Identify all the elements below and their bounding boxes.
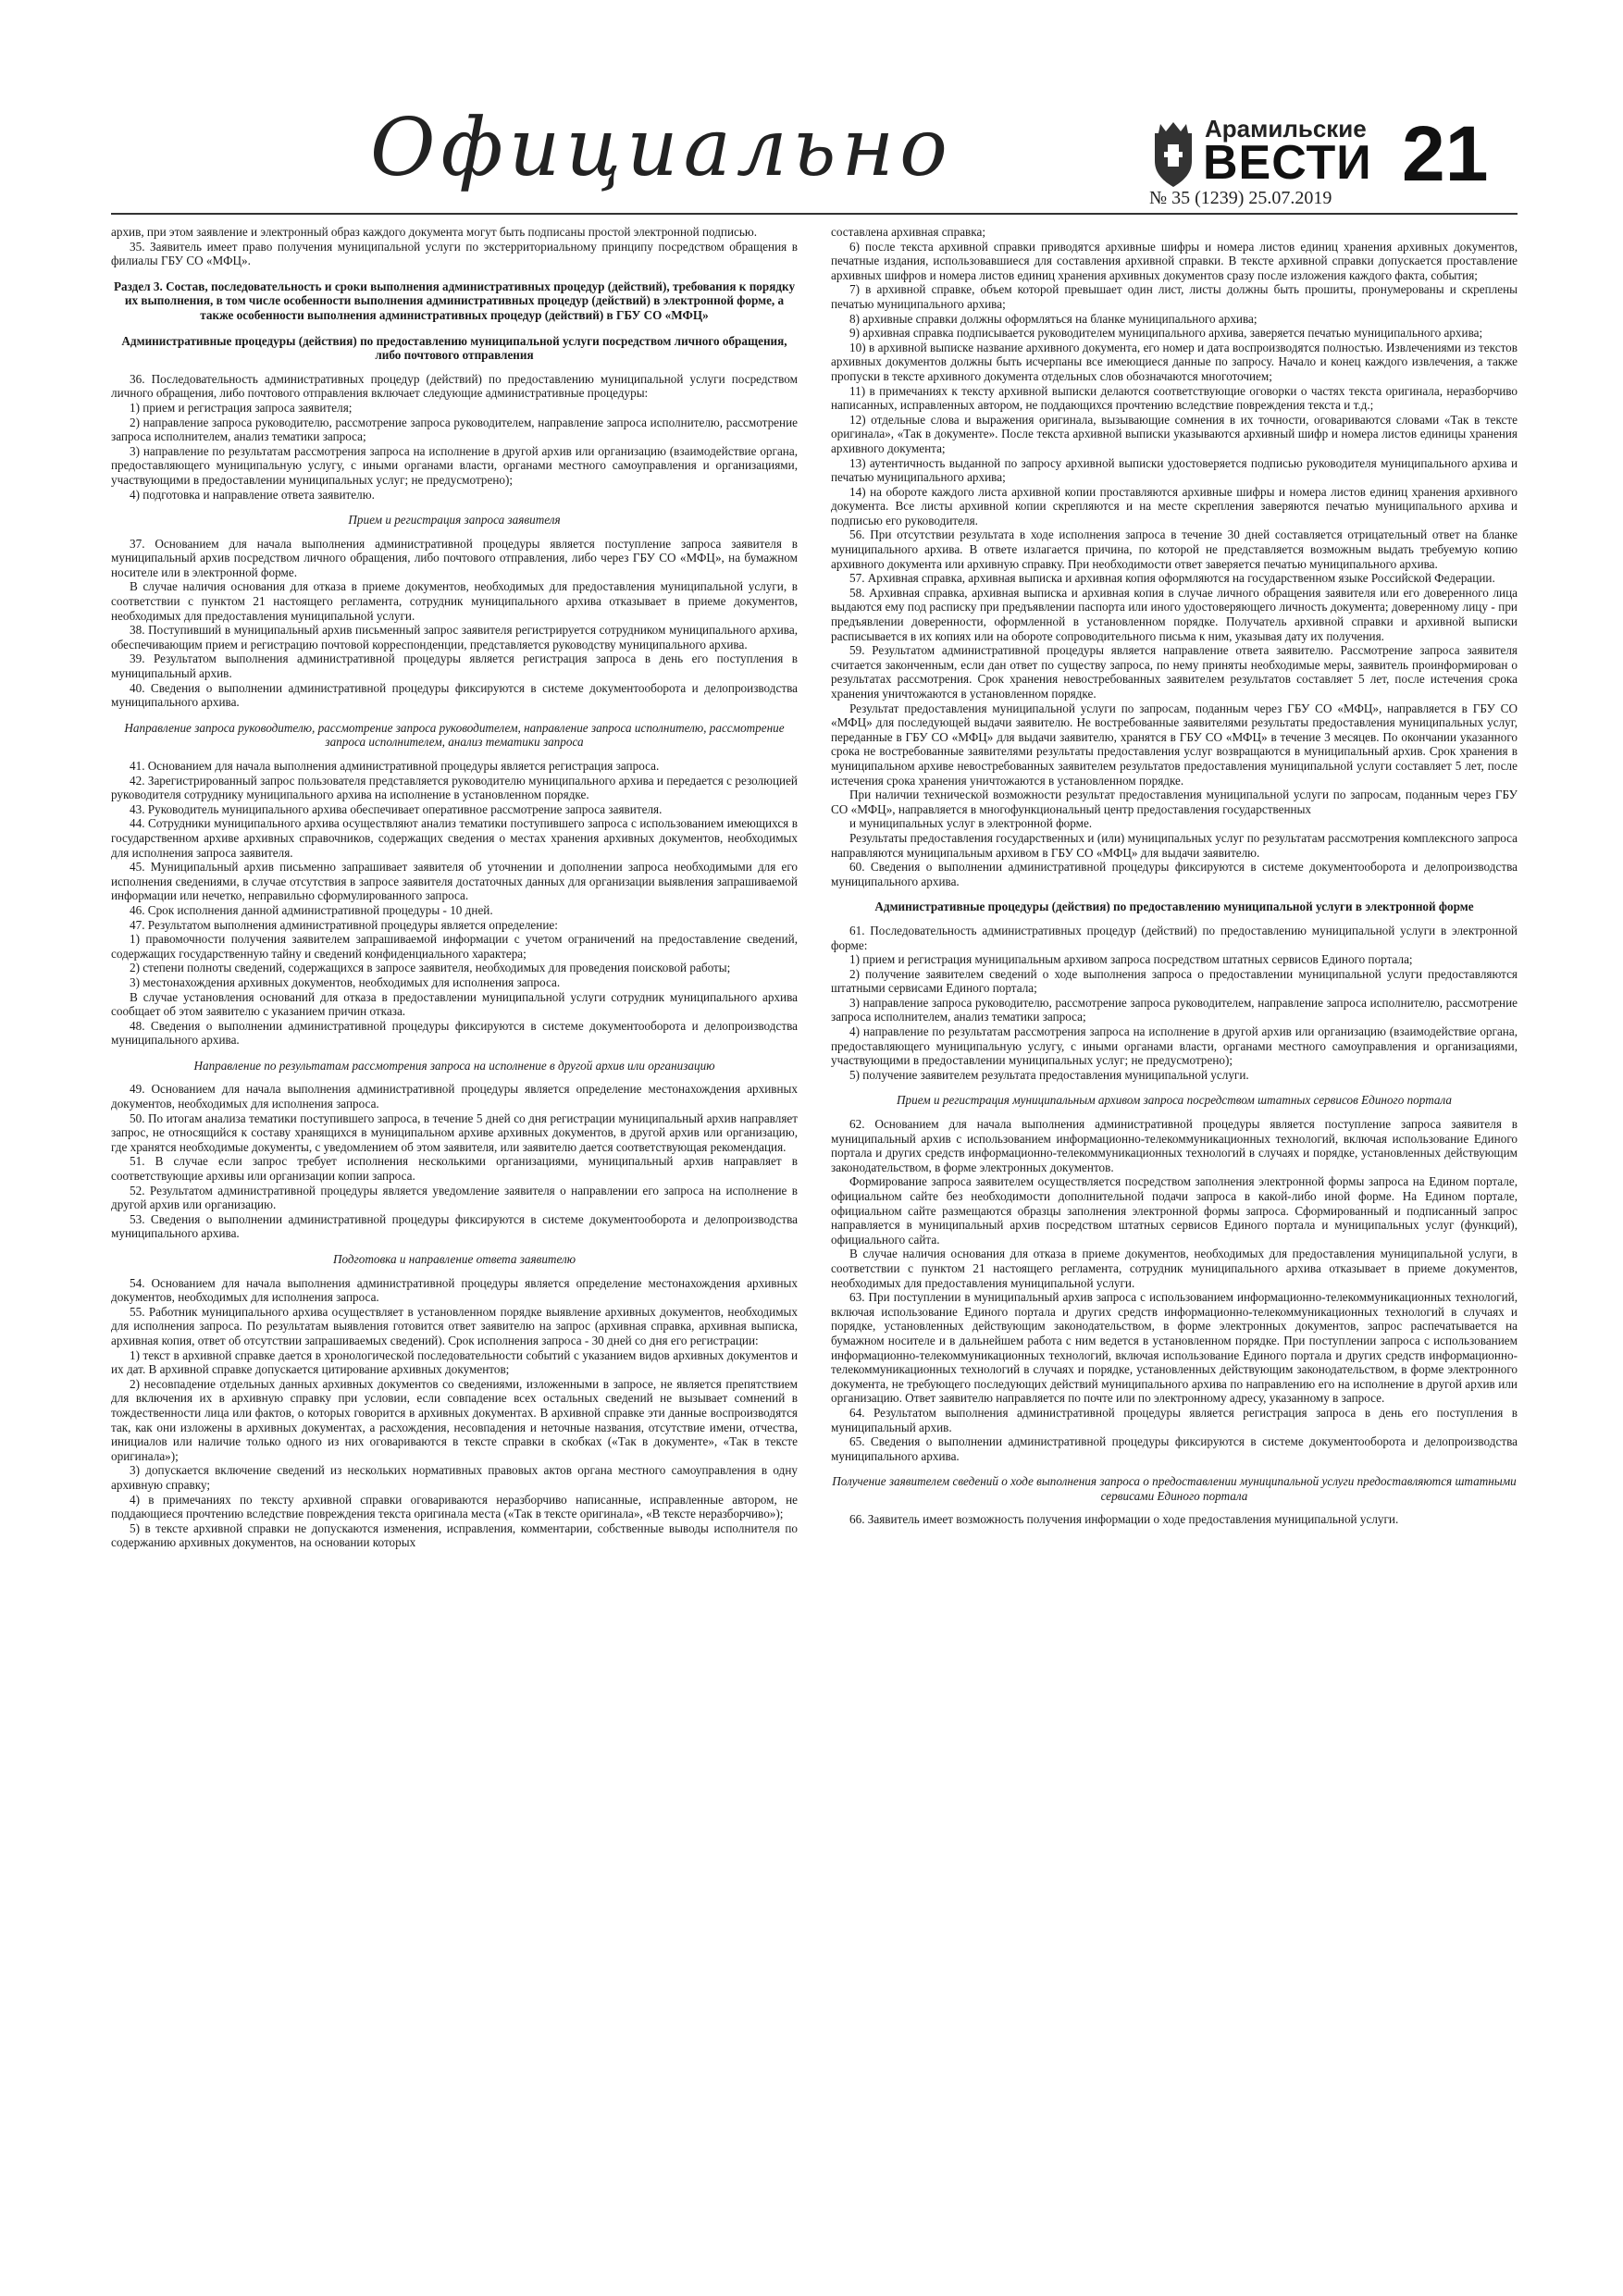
paragraph: 50. По итогам анализа тематики поступившего запроса, в течение 5 дней со дня регистрации муниципальный архив направляет запрос, не относящийся к составу хранящихся в муниципальном архиве архивных документов, в другой архив или организацию, где хранятся необходимые документы, с уведомлением об этом заявителя, или заявителю дается соответствующая рекомендация.	[111, 1111, 798, 1154]
paragraph: В случае установления оснований для отказа в предоставлении муниципальной услуги сотрудник муниципального архива сообщает об этом заявителю с указанием причин отказа.	[111, 989, 798, 1019]
paragraph: составлена архивная справка;	[831, 225, 986, 239]
paragraph: 6) после текста архивной справки приводятся архивные шифры и номера листов единиц хранения архивных документов, печатные издания, использовавшиеся для составления архивной справки. В тексте архивной справки допускается проставление архивных шифров и номера листов единиц хранения архивных документов сразу после изложения каждого факта, события;	[831, 239, 1518, 282]
paragraph: 9) архивная справка подписывается руководителем муниципального архива, заверяется печатью муниципального архива;	[849, 326, 1483, 341]
paragraph: 4) подготовка и направление ответа заявителю.	[130, 487, 375, 502]
paragraph: 57. Архивная справка, архивная выписка и архивная копия оформляются на государственном языке Российской Федерации.	[849, 571, 1495, 586]
paragraph: 39. Результатом выполнения административной процедуры является регистрация запроса в день его поступления в муниципальный архив.	[111, 652, 798, 681]
paragraph: 65. Сведения о выполнении административной процедуры фиксируются в системе документооборота и делопроизводства муниципального архива.	[831, 1434, 1518, 1463]
left-column	[111, 225, 798, 2215]
paragraph: Результаты предоставления государственных и (или) муниципальных услуг по результатам рассмотрения комплексного запроса направляются муниципальным архивом в ГБУ СО «МФЦ» для выдачи заявителю.	[831, 830, 1518, 860]
paragraph: 35. Заявитель имеет право получения муниципальной услуги по экстерриториальному принципу посредством обращения в филиалы ГБУ СО «МФЦ».	[111, 239, 798, 268]
subsection-heading: Получение заявителем сведений о ходе выполнения запроса о предоставлении муниципальной услуги предоставляются штатными сервисами Единого портала	[832, 1474, 1517, 1503]
subsection-heading: Прием и регистрация запроса заявителя	[348, 513, 561, 527]
paragraph: 52. Результатом административной процедуры является уведомление заявителя о направлении его запроса на исполнение в другой архив или организацию.	[111, 1183, 798, 1212]
paragraph: 40. Сведения о выполнении административной процедуры фиксируются в системе документооборота и делопроизводства муниципального архива.	[111, 680, 798, 710]
paragraph: 43. Руководитель муниципального архива обеспечивает оперативное рассмотрение запроса заявителя.	[130, 801, 663, 816]
coat-of-arms-icon	[1147, 120, 1199, 189]
section-title: Официально	[370, 102, 953, 194]
section-heading: Раздел 3. Состав, последовательность и сроки выполнения административных процедур (действий), требования к порядку их выполнения, в том числе особенности выполнения административных процедур (действий) в электронной форме, а также особенности выполнения административных процедур (действий) в ГБУ СО «МФЦ»	[113, 279, 796, 322]
paragraph: Результат предоставления муниципальной услуги по запросам, поданным через ГБУ СО «МФЦ», направляется в ГБУ СО «МФЦ» для последующей выдачи заявителю. Не востребованные заявителями результаты предоставления муниципальных услуг, переданные в ГБУ СО «МФЦ» для выдачи заявителю, хранятся в ГБУ СО «МФЦ» в течение 3 месяцев. По окончании указанного срока не востребованные заявителями результаты предоставления услуг возвращаются в муниципальный архив. Срок хранения в муниципальном архиве невостребованных заявителем результатов предоставления муниципальной услуги составляет 5 лет, после истечения срока хранения уничтожаются в установленном порядке.	[831, 701, 1518, 788]
paragraph: 51. В случае если запрос требует исполнения несколькими организациями, муниципальный архив направляет в соответствующие архивы или организации копии запроса.	[111, 1154, 798, 1184]
paragraph: 49. Основанием для начала выполнения административной процедуры является определение местонахождения архивных документов, необходимых для исполнения запроса.	[111, 1082, 798, 1111]
paragraph: 59. Результатом административной процедуры является направление ответа заявителю. Рассмотрение запроса заявителя считается законченным, если дан ответ по существу запроса, по нему приняты необходимые меры, заявитель проинформирован о результатах рассмотрения. Срок хранения невостребованных заявителем результатов составляет 5 лет, после истечения срока хранения уничтожаются в установленном порядке.	[831, 643, 1518, 701]
paragraph: и муниципальных услуг в электронной форме.	[849, 816, 1093, 831]
subsection-heading: Подготовка и направление ответа заявителю	[332, 1252, 576, 1266]
paragraph: 46. Срок исполнения данной административной процедуры - 10 дней.	[130, 902, 493, 917]
paragraph: 11) в примечаниях к тексту архивной выписки делаются соответствующие оговорки о частях текста оригинала, неразборчиво написанных, исправленных автором, не поддающихся прочтению вследствие повреждения текста и т.д.;	[831, 383, 1518, 413]
paragraph: 44. Сотрудники муниципального архива осуществляют анализ тематики поступившего запроса с использованием имеющихся в государственном архиве архивных справочников, содержащих сведения о местах хранения архивных документов, необходимых для исполнения запроса заявителя.	[111, 816, 798, 860]
paragraph: 5) в тексте архивной справки не допускаются изменения, исправления, комментарии, собственные выводы исполнителя по содержанию архивных документов, на основании которых	[111, 1520, 798, 1550]
paragraph: 64. Результатом выполнения административной процедуры является регистрация запроса в день его поступления в муниципальный архив.	[831, 1405, 1518, 1434]
newspaper-logo	[1147, 115, 1388, 189]
paragraph: 66. Заявитель имеет возможность получения информации о ходе предоставления муниципальной услуги.	[849, 1512, 1399, 1527]
paragraph: 61. Последовательность административных процедур (действий) по предоставлению муниципальной услуги в электронной форме:	[831, 923, 1518, 952]
paragraph: 1) прием и регистрация запроса заявителя;	[130, 400, 353, 415]
paragraph: 2) получение заявителем сведений о ходе выполнения запроса о предоставлении муниципальной услуги предоставляются штатными сервисами Единого портала;	[831, 966, 1518, 996]
paragraph: 1) текст в архивной справке дается в хронологической последовательности событий с указанием видов архивных документов и их дат. В архивной справке допускается цитирование архивных документов;	[111, 1347, 798, 1377]
paragraph: 2) несовпадение отдельных данных архивных документов со сведениями, изложенными в запросе, не является препятствием для включения их в архивную справку при условии, если совпадение всех остальных сведений не вызывает сомнений в тождественности лица или фактов, о которых говорится в архивных документах. В архивной справке эти данные воспроизводятся так, как они изложены в архивных документах, а расхождения, несовпадения и неточные названия, отсутствие имени, отчества, инициалов или наличие только одного из них оговариваются в тексте справки в скобках («Так в документе», «Так в тексте оригинала»);	[111, 1376, 798, 1463]
article-body	[111, 225, 1518, 2215]
paragraph: 62. Основанием для начала выполнения административной процедуры является поступление запроса заявителя в муниципальный архив с использованием информационно-телекоммуникационных технологий, включая использование Единого портала и других средств информационно-телекоммуникационных технологий в случаях и порядке, установленных действующим законодательством, в форме электронных документов.	[831, 1117, 1518, 1174]
paragraph: 1) прием и регистрация муниципальным архивом запроса посредством штатных сервисов Единого портала;	[849, 952, 1413, 967]
paragraph: 4) направление по результатам рассмотрения запроса на исполнение в другой архив или организацию (взаимодействие органа, предоставляющего муниципальную услугу, с иными органами власти, органами местного самоуправления и организациями, участвующими в предоставлении муниципальных услуг; не предусмотрено);	[831, 1024, 1518, 1068]
paragraph: архив, при этом заявление и электронный образ каждого документа могут быть подписаны простой электронной подписью.	[111, 225, 758, 239]
paragraph: 58. Архивная справка, архивная выписка и архивная копия в случае личного обращения заявителя или его доверенного лица выдаются ему под расписку при предъявлении паспорта или иного удостоверяющего личность документа; доверенному лицу - при предъявлении доверенности, оформленной в установленном порядке. Получатель архивной справки и архивной выписки расписывается в их копиях или на обороте сопроводительного письма к ним, указывая дату их получения.	[831, 585, 1518, 643]
paragraph: 14) на обороте каждого листа архивной копии проставляются архивные шифры и номера листов единиц хранения архивного документа. Все листы архивной копии скрепляются и на месте скрепления заверяются печатью муниципального архива и подписью его руководителя.	[831, 484, 1518, 527]
masthead	[111, 102, 1518, 222]
paragraph: 5) получение заявителем результата предоставления муниципальной услуги.	[849, 1067, 1249, 1082]
paragraph: 1) правомочности получения заявителем запрашиваемой информации с учетом ограничений на предоставление сведений, содержащих государственную тайну и сведений конфиденциального характера;	[111, 932, 798, 961]
paragraph: 41. Основанием для начала выполнения административной процедуры является регистрация запроса.	[130, 759, 660, 773]
section-heading: Административные процедуры (действия) по предоставлению муниципальной услуги посредством личного обращения, либо почтового отправления	[121, 333, 787, 363]
paragraph: 48. Сведения о выполнении административной процедуры фиксируются в системе документооборота и делопроизводства муниципального архива.	[111, 1018, 798, 1048]
page-number: 21	[1402, 110, 1489, 197]
brand-name-main: ВЕСТИ	[1203, 136, 1372, 190]
paragraph: 4) в примечаниях по тексту архивной справки оговариваются неразборчиво написанные, исправленные автором, не поддающиеся прочтению вследствие повреждения текста оригинала места («Так в тексте оригинала», «В тексте неразборчиво»);	[111, 1492, 798, 1521]
paragraph: 13) аутентичность выданной по запросу архивной выписки удостоверяется подписью руководителя муниципального архива и печатью муниципального архива;	[831, 455, 1518, 485]
paragraph: 8) архивные справки должны оформляться на бланке муниципального архива;	[849, 311, 1258, 326]
paragraph: 12) отдельные слова и выражения оригинала, вызывающие сомнения в их точности, оговариваются словами «Так в тексте оригинала», «Так в документе». После текста архивной выписки указываются архивный шифр и номера листов единицы хранения архивного документа;	[831, 412, 1518, 455]
brand-name-top: Арамильские	[1205, 115, 1367, 143]
header-divider	[111, 213, 1518, 215]
right-column	[831, 225, 1518, 2215]
issue-info: № 35 (1239) 25.07.2019	[1149, 188, 1332, 208]
paragraph: 60. Сведения о выполнении административной процедуры фиксируются в системе документооборота и делопроизводства муниципального архива.	[831, 860, 1518, 888]
paragraph: 63. При поступлении в муниципальный архив запроса с использованием информационно-телекоммуникационных технологий, включая использование Единого портала и других средств информационно-телекоммуникационных технологий в случаях и порядке, установленных действующим законодательством, в форме электронных документов, запрос распечатывается на бумажном носителе и в дальнейшем работа с ним ведется в установленном порядке. При поступлении запроса с использованием информационно-телекоммуникационных технологий, включая использование Единого портала и других средств информационно-телекоммуникационных технологий в случаях и порядке, установленных действующим законодательством, в форме электронного документа, не требующего последующих действий муниципального архива по направлению его на исполнение в другой архив или организацию. Ответ заявителю направляется по почте или по электронному адресу, указанному в запросе.	[831, 1290, 1518, 1406]
paragraph: В случае наличия основания для отказа в приеме документов, необходимых для предоставления муниципальной услуги, в соответствии с пунктом 21 настоящего регламента, сотрудник муниципального архива отказывает в приеме документов, необходимых для предоставления муниципальной услуги.	[111, 579, 798, 623]
paragraph: 3) местонахождения архивных документов, необходимых для исполнения запроса.	[130, 974, 561, 989]
paragraph: 2) степени полноты сведений, содержащихся в запросе заявителя, необходимых для проведения поисковой работы;	[130, 961, 731, 975]
paragraph: 54. Основанием для начала выполнения административной процедуры является определение местонахождения архивных документов, необходимых для исполнения запроса.	[111, 1275, 798, 1305]
paragraph: 37. Основанием для начала выполнения административной процедуры является поступление запроса заявителя в муниципальный архив посредством личного обращения, либо почтового отправления, либо через ГБУ СО «МФЦ», на бумажном носителе или в электронной форме.	[111, 536, 798, 579]
paragraph: 53. Сведения о выполнении административной процедуры фиксируются в системе документооборота и делопроизводства муниципального архива.	[111, 1211, 798, 1241]
paragraph: 10) в архивной выписке название архивного документа, его номер и дата воспроизводятся полностью. Извлечениями из текстов архивных документов должны быть исчерпаны все имеющиеся данные по запросу. Начало и конец каждого извлечения, а также пропуски в тексте архивного документа отдельных слов обозначаются многоточием;	[831, 340, 1518, 383]
paragraph: 36. Последовательность административных процедур (действий) по предоставлению муниципальной услуги посредством личного обращения, либо почтового отправления включает следующие административные процедуры:	[111, 371, 798, 401]
paragraph: 47. Результатом выполнения административной процедуры является определение:	[130, 917, 558, 932]
paragraph: 55. Работник муниципального архива осуществляет в установленном порядке выявление архивных документов, необходимых для исполнения запроса. По результатам выявления готовится ответ заявителю на запрос (архивная справка, архивная выписка, архивная копия, ответ об отсутствии запрашиваемых сведений). Срок исполнения запроса - 30 дней со дня его регистрации:	[111, 1304, 798, 1347]
subsection-heading: Прием и регистрация муниципальным архивом запроса посредством штатных сервисов Единого портала	[897, 1093, 1452, 1108]
paragraph: 45. Муниципальный архив письменно запрашивает заявителя об уточнении и дополнении запроса необходимыми для его исполнения сведениями, в случае отсутствия в запросе заявителя достаточных данных для организации выявления запрашиваемой информации или нечетко, неправильно сформулированного запроса.	[111, 860, 798, 903]
paragraph: В случае наличия основания для отказа в приеме документов, необходимых для предоставления муниципальной услуги, в соответствии с пунктом 21 настоящего регламента, сотрудник муниципального архива отказывает в приеме документов, необходимых для предоставления муниципальной услуги.	[831, 1247, 1518, 1290]
subsection-heading: Направление по результатам рассмотрения запроса на исполнение в другой архив или организацию	[193, 1058, 715, 1073]
paragraph: 7) в архивной справке, объем которой превышает один лист, листы должны быть прошиты, пронумерованы и скреплены печатью муниципального архива;	[831, 282, 1518, 311]
paragraph: Формирование запроса заявителем осуществляется посредством заполнения электронной формы запроса на Едином портале, официальном сайте без необходимости дополнительной подачи запроса в какой-либо иной форме. На Едином портале, официальном сайте размещаются образцы заполнения электронной формы запроса. Сформированный и подписанный запрос направляется в муниципальный архив посредством штатных сервисов Единого портала и муниципальных услуг (функций), официального сайта.	[831, 1174, 1518, 1247]
section-heading: Административные процедуры (действия) по предоставлению муниципальной услуги в электронной форме	[874, 900, 1474, 914]
paragraph: 2) направление запроса руководителю, рассмотрение запроса руководителем, направление запроса исполнителю, рассмотрение запроса исполнителем, анализ тематики запроса;	[111, 415, 798, 444]
paragraph: 3) допускается включение сведений из нескольких нормативных правовых актов органа местного самоуправления в одну архивную справку;	[111, 1463, 798, 1492]
paragraph: При наличии технической возможности результат предоставления муниципальной услуги по запросам, поданным через ГБУ СО «МФЦ», направляется в многофункциональный центр предоставления государственных	[831, 788, 1518, 816]
paragraph: 38. Поступивший в муниципальный архив письменный запрос заявителя регистрируется сотрудником муниципального архива, обеспечивающим прием и регистрацию почтовой корреспонденции, представляется руководству муниципального архива.	[111, 623, 798, 652]
paragraph: 3) направление по результатам рассмотрения запроса на исполнение в другой архив или организацию (взаимодействие органа, предоставляющего муниципальную услугу, с иными органами власти, органами местного самоуправления и организациями, участвующими в предоставлении муниципальных услуг; не предусмотрено);	[111, 443, 798, 487]
paragraph: 56. При отсутствии результата в ходе исполнения запроса в течение 30 дней составляется отрицательный ответ на бланке муниципального архива. В ответе излагается причина, по которой не представляется возможным выдать требуемую копию архивного документа или архивную справку. При необходимости ответ заверяется печатью муниципального архива.	[831, 527, 1518, 571]
paragraph: 42. Зарегистрированный запрос пользователя представляется руководителю муниципального архива и передается с резолюцией руководителя сотруднику муниципального архива на исполнение в установленном порядке.	[111, 773, 798, 802]
paragraph: 3) направление запроса руководителю, рассмотрение запроса руководителем, направление запроса исполнителю, рассмотрение запроса исполнителем, анализ тематики запроса;	[831, 995, 1518, 1024]
subsection-heading: Направление запроса руководителю, рассмотрение запроса руководителем, направление запроса исполнителю, рассмотрение запроса исполнителем, анализ тематики запроса	[124, 720, 785, 750]
